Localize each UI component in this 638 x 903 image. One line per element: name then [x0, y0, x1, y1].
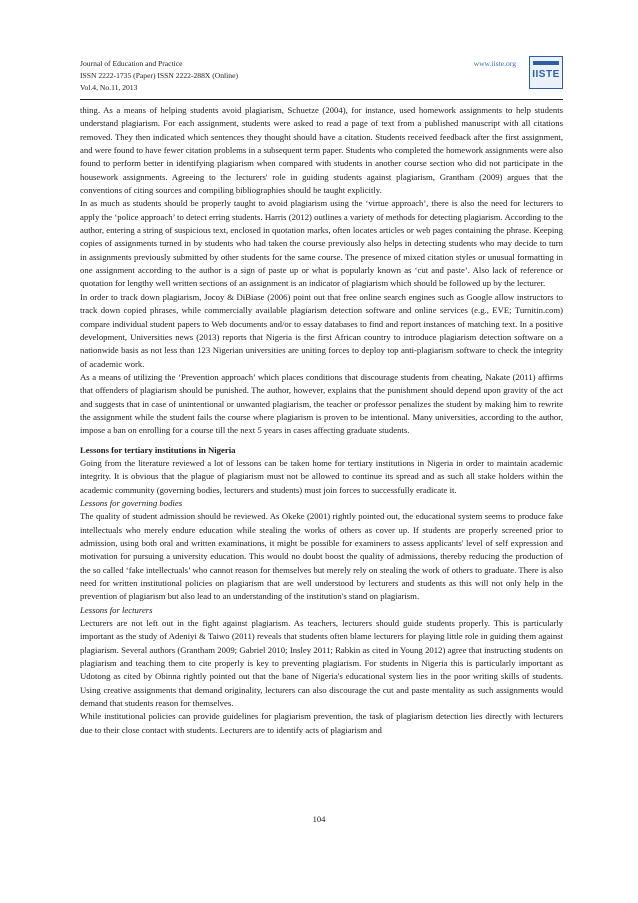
header-divider: [80, 99, 563, 100]
subsection-paragraph: Lecturers are not left out in the fight against plagiarism. As teachers, lecturers should guide students properly. This is particularly important as the study of Adeniyi & Taiwo (2011) reveals that students often blame lecturers for playing little role in guiding them against plagiarism. Several authors (Grantham 2009; Gabriel 2010; Insley 2011; Rabkin as cited in Young 2012) agree that instructing students on plagiarism and teaching them to cite properly is key to preventing plagiarism. For students in Nigeria this is particularly important as Udotong as cited by Obinna rightly pointed out that the bane of Nigeria's educational system lies in the poor writing skills of students. Using creative assignments that demand originality, lecturers can also discourage the cut and paste mentality as such assignments would demand that students reason for themselves.: [80, 618, 563, 709]
subsection-paragraph: The quality of student admission should be reviewed. As Okeke (2001) rightly pointed out, the educational system seems to produce fake intellectuals who merely endure education while stealing the works of others as cover up. If students are properly screened prior to admission, using both oral and written examinations, it might be possible for examiners to assess applicants' level of self expression and motivation for pursuing a university education. This would no doubt boost the quality of admissions, thereby reducing the production of the so called ‘fake intellectuals’ who cannot reason for themselves but merely rely on stealing the work of others to graduate. There is also need for written institutional policies on plagiarism that are well understood by lecturers and students as this will not only help in the prevention of plagiarism but also lead to an understanding of the institution's stand on plagiarism.: [80, 511, 563, 602]
subsection-heading-lecturers: Lessons for lecturers: [80, 604, 153, 615]
journal-url-link[interactable]: www.iiste.org: [473, 59, 516, 68]
article-body: [80, 104, 563, 737]
subsection-heading-governing-bodies: Lessons for governing bodies: [80, 497, 183, 508]
page-number: 104: [312, 814, 326, 824]
section-heading: Lessons for tertiary institutions in Nigeria: [80, 444, 236, 455]
journal-title: Journal of Education and Practice: [80, 59, 183, 68]
iiste-logo: [529, 56, 563, 89]
body-paragraph: thing. As a means of helping students avoid plagiarism, Schuetze (2004), for instance, used homework assignments to help students understand plagiarism. For each assignment, students were asked to read a page of text from a published manuscript with all citations removed. They then indicated which sentences they thought should have a citation. Students received feedback after the first assignment, and were found to have fewer citation problems in a subsequent term paper. Students who completed the homework assignments were also found to perform better in identifying plagiarism when compared with students in another course section who did not participate in the housework assignments. Agreeing to the lecturers' role in guiding students against plagiarism, Grantham (2009) argues that the conventions of citing sources and compiling bibliographies should be taught explicitly.: [80, 105, 563, 196]
logo-text: IISTE: [532, 69, 560, 80]
body-paragraph: In as much as students should be properly taught to avoid plagiarism using the ‘virtue approach’, there is also the need for lecturers to apply the ‘police approach’ to detect erring students. Harris (2012) outlines a variety of methods for detecting plagiarism. According to the author, entering a string of suspicious text, enclosed in quotation marks, often locates articles or web pages containing the phrase. Keeping copies of assignments turned in by students who had taken the course previously also helps in detecting students who may decide to turn in assignments previously submitted by other students for the same course. The presence of mixed citation styles or unusual formatting in one assignment according to the author is a sign of paste up or what is popularly known as ‘cut and paste’. Also lack of reference or quotation for lengthy well written sections of an assignment is an indicator of plagiarism which should be followed up by the lecturer.: [80, 198, 563, 289]
subsection-paragraph: While institutional policies can provide guidelines for plagiarism prevention, the task of plagiarism detection lies directly with lecturers due to their close contact with students. Lecturers are to identify acts of plagiarism and: [80, 711, 563, 735]
journal-header: [80, 58, 563, 94]
logo-bar: [533, 61, 559, 65]
journal-volume: Vol.4, No.11, 2013: [80, 83, 138, 92]
journal-issn: ISSN 2222-1735 (Paper) ISSN 2222-288X (Online): [80, 71, 238, 80]
body-paragraph: In order to track down plagiarism, Jocoy & DiBiase (2006) point out that free online search engines such as Google allow instructors to track down copied phrases, while commercially available plagiarism detection software and online services (e.g., EVE; Turnitin.com) compare individual student papers to Web documents and/or to essay databases to find and report instances of matching text. In a positive development, Universities news (2013) reports that Nigeria is the first African country to introduce plagiarism detection software on a nationwide basis as not less than 123 Nigerian universities are uniting forces to deploy top anti-plagiarism software to check the integrity of academic work.: [80, 291, 563, 369]
section-paragraph: Going from the literature reviewed a lot of lessons can be taken home for tertiary institutions in Nigeria in order to maintain academic integrity. It is obvious that the plague of plagiarism must not be allowed to continue its spread and as such all stake holders within the academic community (governing bodies, lecturers and students) must join forces to successfully eradicate it.: [80, 457, 563, 495]
body-paragraph: As a means of utilizing the ‘Prevention approach’ which places conditions that discourage students from cheating, Nakate (2011) affirms that offenders of plagiarism should be punished. The author, however, explains that the punishment should depend upon gravity of the act and suggests that in case of unintentional or unwanted plagiarism, the teacher or professor penalizes the student by making him to rewrite the assignment while the student fails the course where plagiarism is proven to be intentional. Many universities, according to the author, impose a ban on enrolling for a course till the next 5 years in cases affecting graduate students.: [80, 371, 563, 436]
